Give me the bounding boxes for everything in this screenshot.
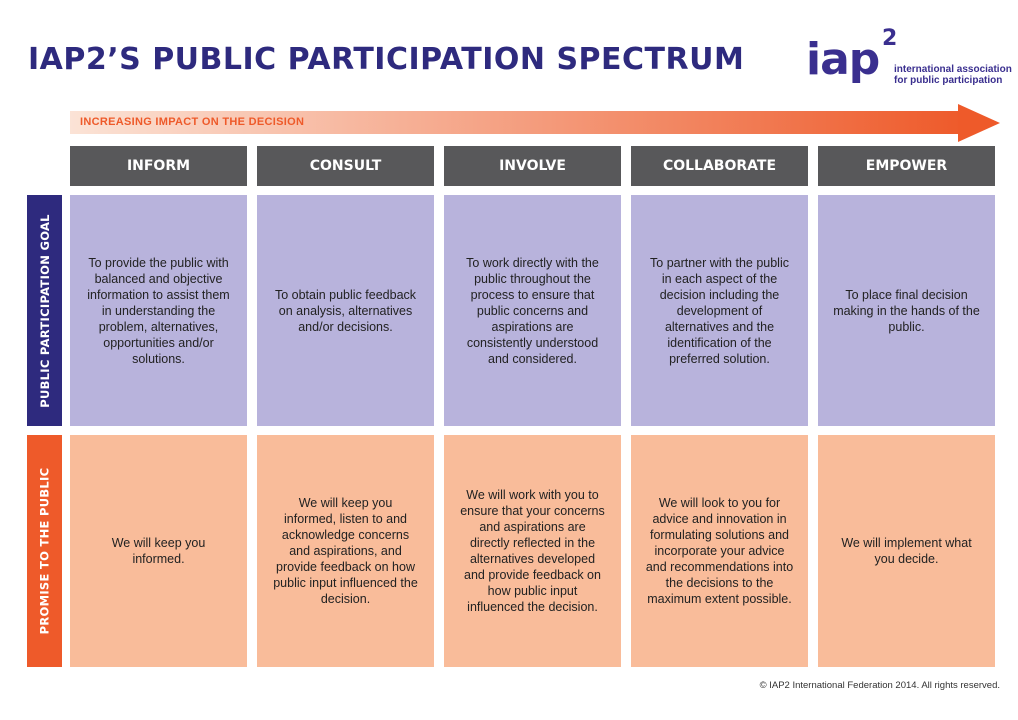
goal-cell-consult: To obtain public feedback on analysis, alternatives and/or decisions. bbox=[257, 195, 434, 426]
column-header-consult: CONSULT bbox=[257, 146, 434, 186]
promise-cell-empower: We will implement what you decide. bbox=[818, 435, 995, 667]
row-label-promise-text: PROMISE TO THE PUBLIC bbox=[37, 467, 52, 635]
logo-mark: iap bbox=[806, 34, 880, 85]
arrow-label: INCREASING IMPACT ON THE DECISION bbox=[80, 116, 305, 128]
promise-cell-collaborate: We will look to you for advice and innovation in formulating solutions and incorporate your advice and recommendations into the decisions to the maximum extent possible. bbox=[631, 435, 808, 667]
column-header-empower: EMPOWER bbox=[818, 146, 995, 186]
logo-superscript: 2 bbox=[882, 26, 898, 51]
logo-tagline bbox=[894, 64, 1012, 86]
promise-cell-involve: We will work with you to ensure that your concerns and aspirations are directly reflected in the alternatives developed and provide feedback on how public input influenced the decision. bbox=[444, 435, 621, 667]
row-label-promise bbox=[27, 435, 62, 667]
column-header-involve: INVOLVE bbox=[444, 146, 621, 186]
logo-tagline-line1: international association bbox=[894, 64, 1012, 75]
goal-cell-collaborate: To partner with the public in each aspect of the decision including the development of alternatives and the identification of the preferred solution. bbox=[631, 195, 808, 426]
goal-cell-involve: To work directly with the public throughout the process to ensure that public concerns and aspirations are consistently understood and considered. bbox=[444, 195, 621, 426]
goal-cell-empower: To place final decision making in the hands of the public. bbox=[818, 195, 995, 426]
logo-tagline-line2: for public participation bbox=[894, 75, 1003, 86]
column-header-inform: INFORM bbox=[70, 146, 247, 186]
row-label-goal bbox=[27, 195, 62, 426]
impact-arrow bbox=[70, 104, 1000, 142]
iap2-logo bbox=[806, 26, 1012, 100]
promise-cell-consult: We will keep you informed, listen to and acknowledge concerns and aspirations, and provide feedback on how public input influenced the decision. bbox=[257, 435, 434, 667]
promise-cell-inform: We will keep you informed. bbox=[70, 435, 247, 667]
row-label-goal-text: PUBLIC PARTICIPATION GOAL bbox=[37, 213, 52, 408]
goal-cell-inform: To provide the public with balanced and objective information to assist them in understanding the problem, alternatives, opportunities and/or solutions. bbox=[70, 195, 247, 426]
column-header-collaborate: COLLABORATE bbox=[631, 146, 808, 186]
copyright-footer: © IAP2 International Federation 2014. All rights reserved. bbox=[759, 680, 1000, 691]
page-title: IAP2’S PUBLIC PARTICIPATION SPECTRUM bbox=[28, 42, 745, 77]
